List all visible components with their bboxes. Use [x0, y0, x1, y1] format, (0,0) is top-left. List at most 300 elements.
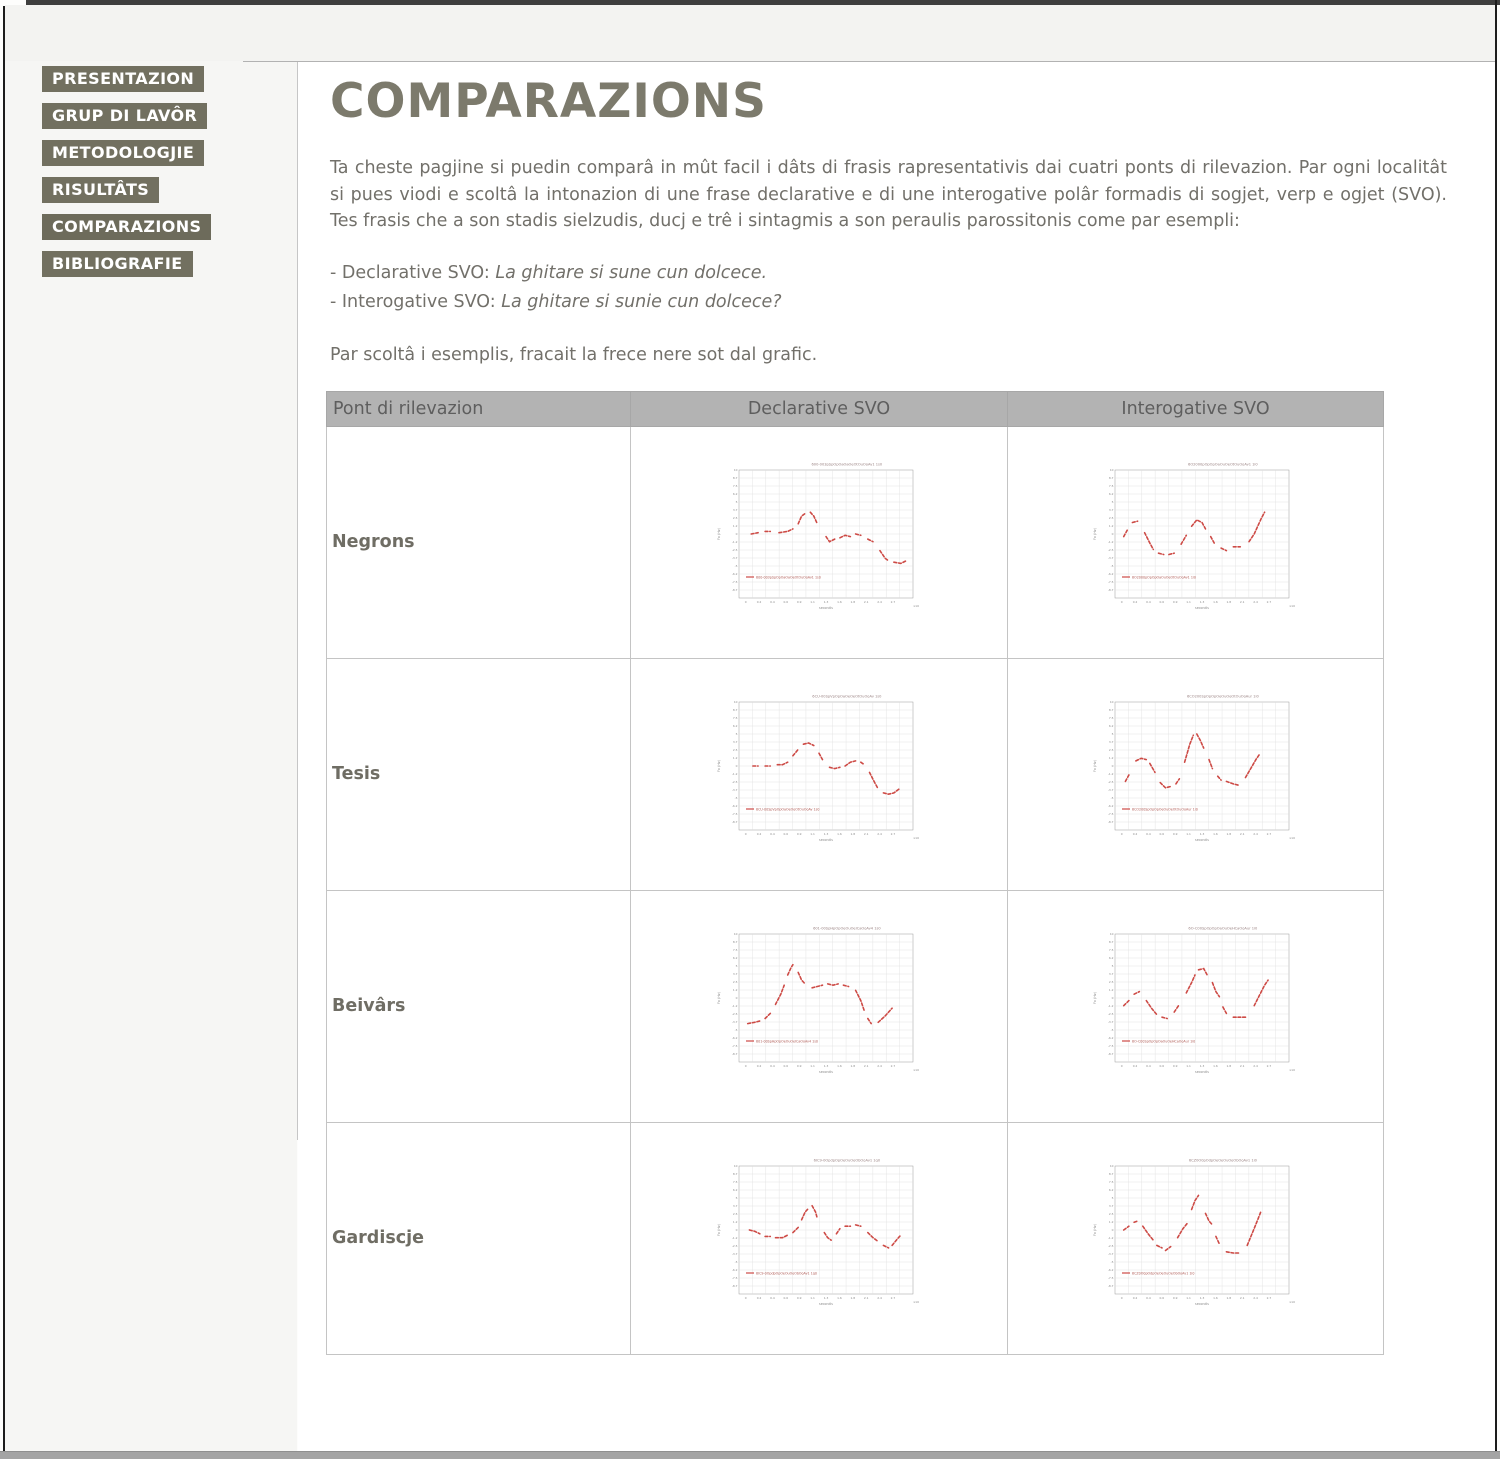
- svg-text:8.7: 8.7: [1108, 476, 1114, 481]
- svg-text:8.7: 8.7: [732, 1172, 737, 1177]
- pitch-chart-tesis-interrogative: [1088, 689, 1303, 859]
- svg-text:0.6: 0.6: [783, 1064, 788, 1069]
- chart-cell: [1008, 426, 1384, 658]
- svg-text:-2.5: -2.5: [1107, 548, 1114, 553]
- svg-text:10: 10: [733, 468, 737, 473]
- svg-text:8.7: 8.7: [732, 476, 737, 481]
- svg-text:3.7: 3.7: [1108, 1204, 1114, 1209]
- svg-text:0.9: 0.9: [1172, 1296, 1178, 1301]
- svg-text:-8.7: -8.7: [1107, 1052, 1114, 1057]
- svg-text:1.2: 1.2: [732, 1220, 737, 1225]
- svg-text:3.7: 3.7: [1108, 508, 1114, 513]
- svg-text:3.7: 3.7: [1108, 740, 1114, 745]
- svg-text:2.5: 2.5: [1108, 516, 1114, 521]
- svg-text:0.6: 0.6: [783, 600, 788, 605]
- svg-text:1.8: 1.8: [849, 1296, 855, 1301]
- svg-text:2.5: 2.5: [1108, 1212, 1114, 1217]
- svg-text:1.1: 1.1: [809, 832, 815, 837]
- example-interrogative-sentence: La ghitare si sunie cun dolcece?: [501, 291, 782, 312]
- svg-text:-1.2: -1.2: [731, 1236, 737, 1241]
- svg-text:0.4: 0.4: [1146, 1064, 1151, 1069]
- svg-text:6.2: 6.2: [732, 724, 737, 729]
- svg-text:x10: x10: [912, 836, 919, 841]
- svg-text:x10: x10: [912, 604, 919, 609]
- svg-text:1.1: 1.1: [1186, 1296, 1191, 1301]
- svg-text:1.6: 1.6: [836, 1064, 842, 1069]
- svg-text:x10: x10: [912, 1068, 919, 1073]
- svg-text:-5: -5: [1110, 796, 1114, 801]
- svg-text:7.5: 7.5: [1108, 948, 1114, 953]
- svg-text:8.7: 8.7: [1108, 1172, 1114, 1177]
- svg-text:-3.7: -3.7: [1107, 556, 1114, 561]
- svg-text:0.2: 0.2: [1132, 1064, 1138, 1069]
- svg-text:1.3: 1.3: [823, 1296, 828, 1301]
- svg-text:5: 5: [1111, 500, 1114, 505]
- svg-text:1.1: 1.1: [809, 1296, 815, 1301]
- svg-text:0.2: 0.2: [1132, 1296, 1138, 1301]
- svg-text:1.3: 1.3: [823, 832, 828, 837]
- svg-text:-1.2: -1.2: [1107, 772, 1114, 777]
- example-declarative-sentence: La ghitare si sune cun dolcece.: [495, 262, 768, 283]
- svg-text:0.9: 0.9: [796, 832, 802, 837]
- svg-text:5: 5: [1111, 732, 1114, 737]
- svg-text:-1.2: -1.2: [1107, 540, 1114, 545]
- svg-text:-6.2: -6.2: [1107, 804, 1114, 809]
- svg-text:1.2: 1.2: [1108, 756, 1114, 761]
- svg-text:2.7: 2.7: [1266, 832, 1272, 837]
- svg-text:2.7: 2.7: [1266, 600, 1272, 605]
- svg-text:0.2: 0.2: [756, 600, 761, 605]
- svg-text:-8.7: -8.7: [1107, 1284, 1114, 1289]
- svg-text:1.6: 1.6: [1213, 1296, 1218, 1301]
- svg-text:-7.5: -7.5: [731, 1044, 737, 1049]
- svg-text:0: 0: [1120, 832, 1123, 837]
- svg-text:6CZ0O0pOdpOeOeOuOeObOoAv1 1i0: 6CZ0O0pOdpOeOeOuOeObOoAv1 1i0: [1188, 1158, 1257, 1163]
- svg-text:2.4: 2.4: [876, 600, 882, 605]
- svg-text:2.5: 2.5: [1108, 748, 1114, 753]
- svg-text:-2.5: -2.5: [731, 780, 737, 785]
- svg-text:0: 0: [735, 532, 737, 537]
- chart-cell: [631, 890, 1008, 1122]
- content-panel: [298, 62, 1495, 1452]
- svg-text:-6.2: -6.2: [1107, 1268, 1114, 1273]
- svg-text:-7.5: -7.5: [731, 1276, 737, 1281]
- svg-text:-3.7: -3.7: [731, 1252, 737, 1257]
- svg-text:2.4: 2.4: [876, 1296, 882, 1301]
- svg-text:2.7: 2.7: [890, 1296, 895, 1301]
- svg-text:6IC9-0OpdpOpOeOuOeObOoAv1 1q0: 6IC9-0OpdpOpOeOuOeObOoAv1 1q0: [813, 1158, 880, 1163]
- svg-text:2.1: 2.1: [863, 1296, 868, 1301]
- svg-text:-5: -5: [1110, 1028, 1114, 1033]
- sidebar-item-risultats[interactable]: RISULTÂTS: [42, 177, 159, 203]
- svg-text:0.9: 0.9: [796, 1296, 802, 1301]
- svg-text:1.3: 1.3: [823, 1064, 828, 1069]
- svg-text:-7.5: -7.5: [1107, 1276, 1114, 1281]
- row-label-tesis: Tesis: [327, 658, 631, 890]
- svg-text:6.2: 6.2: [1108, 724, 1114, 729]
- svg-text:-5: -5: [1110, 564, 1114, 569]
- svg-text:Fo (Hz): Fo (Hz): [716, 1224, 721, 1237]
- svg-text:Fo (Hz): Fo (Hz): [1093, 992, 1097, 1005]
- svg-text:6.2: 6.2: [1108, 1188, 1114, 1193]
- svg-text:x10: x10: [1289, 836, 1295, 841]
- svg-text:-5: -5: [734, 564, 737, 569]
- svg-text:6.2: 6.2: [732, 1188, 737, 1193]
- svg-text:2.7: 2.7: [1266, 1296, 1272, 1301]
- svg-text:Fo (Hz): Fo (Hz): [1093, 1224, 1097, 1237]
- svg-text:1.2: 1.2: [1108, 1220, 1114, 1225]
- svg-text:1.3: 1.3: [1199, 1296, 1205, 1301]
- svg-text:0.6: 0.6: [1159, 600, 1165, 605]
- example-declarative-label: - Declarative SVO:: [330, 262, 496, 283]
- svg-text:-7.5: -7.5: [1107, 812, 1114, 817]
- svg-text:0: 0: [744, 1064, 747, 1069]
- svg-text:x10: x10: [1289, 604, 1295, 609]
- svg-text:2.4: 2.4: [1253, 832, 1258, 837]
- example-declarative: [330, 259, 1447, 288]
- svg-text:2.1: 2.1: [863, 600, 868, 605]
- svg-text:0.9: 0.9: [1172, 1064, 1178, 1069]
- header-interogative-svo: Interogative SVO: [1008, 391, 1384, 426]
- svg-text:1.1: 1.1: [1186, 600, 1191, 605]
- chart-cell: [631, 426, 1008, 658]
- svg-text:2.4: 2.4: [876, 1064, 882, 1069]
- svg-text:1.1: 1.1: [1186, 832, 1191, 837]
- svg-text:Fo (Hz): Fo (Hz): [1093, 528, 1097, 541]
- svg-text:x10: x10: [1289, 1068, 1295, 1073]
- sidebar-item-grup-di-lavor[interactable]: GRUP DI LAVÔR: [42, 103, 207, 129]
- svg-text:0: 0: [735, 996, 737, 1001]
- svg-text:2.4: 2.4: [1253, 1296, 1258, 1301]
- svg-text:-6.2: -6.2: [1107, 1036, 1114, 1041]
- pitch-chart-gardiscje-declarative: [712, 1153, 927, 1323]
- svg-text:2.1: 2.1: [1239, 1064, 1245, 1069]
- svg-text:secondis: secondis: [1195, 606, 1209, 611]
- svg-text:0: 0: [744, 1296, 747, 1301]
- chart-cell: [1008, 658, 1384, 890]
- svg-text:-5: -5: [734, 796, 737, 801]
- svg-text:5: 5: [1111, 964, 1114, 969]
- svg-text:0.2: 0.2: [1132, 832, 1138, 837]
- svg-text:-7.5: -7.5: [731, 580, 737, 585]
- example-sentences: [330, 259, 1447, 317]
- svg-text:0.2: 0.2: [756, 832, 761, 837]
- sidebar-item-metodologjie[interactable]: METODOLOGJIE: [42, 140, 204, 166]
- svg-text:7.5: 7.5: [732, 1180, 737, 1185]
- svg-text:10: 10: [1109, 468, 1114, 473]
- svg-text:-5: -5: [734, 1260, 737, 1265]
- svg-text:2.7: 2.7: [1266, 1064, 1272, 1069]
- svg-text:1.8: 1.8: [849, 832, 855, 837]
- svg-text:0.4: 0.4: [769, 600, 775, 605]
- svg-text:0: 0: [744, 600, 747, 605]
- svg-text:7.5: 7.5: [732, 948, 737, 953]
- svg-text:-1.2: -1.2: [1107, 1236, 1114, 1241]
- svg-text:3.7: 3.7: [1108, 972, 1114, 977]
- svg-text:1.3: 1.3: [1199, 600, 1205, 605]
- chart-cell: [1008, 1122, 1384, 1354]
- content-left-rule: [297, 62, 298, 1140]
- svg-text:7.5: 7.5: [1108, 716, 1114, 721]
- svg-text:2.1: 2.1: [1239, 600, 1245, 605]
- svg-text:secondis: secondis: [1195, 1070, 1209, 1075]
- svg-text:0.4: 0.4: [1146, 832, 1151, 837]
- svg-text:0: 0: [1111, 996, 1114, 1001]
- svg-text:1.1: 1.1: [809, 1064, 815, 1069]
- window-right-border: [1495, 0, 1497, 1452]
- svg-text:10: 10: [733, 1164, 737, 1169]
- row-label-beivars: Beivârs: [327, 890, 631, 1122]
- svg-text:0.2: 0.2: [756, 1296, 761, 1301]
- pitch-chart-beivars-interrogative: [1088, 921, 1303, 1091]
- svg-text:1.1: 1.1: [809, 600, 815, 605]
- svg-text:0.4: 0.4: [1146, 600, 1151, 605]
- svg-text:7.5: 7.5: [1108, 1180, 1114, 1185]
- svg-text:0.2: 0.2: [1132, 600, 1138, 605]
- svg-text:8.7: 8.7: [732, 940, 737, 945]
- svg-text:3.7: 3.7: [732, 740, 737, 745]
- svg-text:8.7: 8.7: [732, 708, 737, 713]
- svg-text:Fo (Hz): Fo (Hz): [716, 992, 721, 1005]
- svg-text:-2.5: -2.5: [731, 1012, 737, 1017]
- svg-text:6O2000pOpOpOaOuOeOtOuOoAv1 1i0: 6O2000pOpOpOaOuOeOtOuOoAv1 1i0: [1132, 575, 1196, 580]
- svg-text:-5: -5: [734, 1028, 737, 1033]
- svg-text:0.4: 0.4: [769, 832, 775, 837]
- svg-text:0.6: 0.6: [1159, 1296, 1165, 1301]
- table-row: [327, 890, 1384, 1122]
- chart-cell: [1008, 890, 1384, 1122]
- svg-text:x10: x10: [1289, 1300, 1295, 1305]
- svg-text:2.1: 2.1: [863, 1064, 868, 1069]
- listen-note: Par scoltâ i esemplis, fracait la frece nere sot dal grafic.: [330, 344, 818, 365]
- svg-text:5: 5: [735, 732, 737, 737]
- svg-text:2.5: 2.5: [732, 516, 737, 521]
- svg-text:601-00SpHpOpOeOuOeICaOoAv4 1s0: 601-00SpHpOpOeOuOeICaOoAv4 1s0: [812, 926, 881, 931]
- svg-text:1.6: 1.6: [836, 832, 842, 837]
- svg-text:10: 10: [733, 932, 737, 937]
- svg-text:-6.2: -6.2: [731, 1268, 737, 1273]
- svg-text:2.1: 2.1: [863, 832, 868, 837]
- table-row: [327, 658, 1384, 890]
- svg-text:1.6: 1.6: [836, 1296, 842, 1301]
- svg-text:7.5: 7.5: [1108, 484, 1114, 489]
- svg-text:1.8: 1.8: [1226, 1064, 1232, 1069]
- svg-text:-8.7: -8.7: [731, 1052, 737, 1057]
- svg-text:-8.7: -8.7: [1107, 820, 1114, 825]
- svg-text:6CU-00SpVpOpOaOeOeOtOuOoAv 1s0: 6CU-00SpVpOpOaOeOeOtOuOoAv 1s0: [755, 807, 819, 812]
- example-interrogative: [330, 288, 1447, 317]
- svg-text:10: 10: [1109, 700, 1114, 705]
- svg-text:7.5: 7.5: [732, 484, 737, 489]
- svg-text:2.1: 2.1: [1239, 1296, 1245, 1301]
- svg-text:-3.7: -3.7: [731, 788, 737, 793]
- header-pont-di-rilevazion: Pont di rilevazion: [327, 391, 631, 426]
- svg-text:-2.5: -2.5: [1107, 780, 1114, 785]
- svg-text:-8.7: -8.7: [731, 1284, 737, 1289]
- pitch-chart-negrons-interrogative: [1088, 457, 1303, 627]
- svg-text:5: 5: [735, 500, 737, 505]
- content-top-rule: [243, 61, 1495, 62]
- svg-text:-7.5: -7.5: [1107, 1044, 1114, 1049]
- svg-text:-1.2: -1.2: [731, 772, 737, 777]
- svg-text:8.7: 8.7: [1108, 708, 1114, 713]
- svg-text:1.8: 1.8: [1226, 1296, 1232, 1301]
- pitch-chart-negrons-declarative: [712, 457, 927, 627]
- svg-text:1.8: 1.8: [1226, 600, 1232, 605]
- svg-text:6.2: 6.2: [1108, 956, 1114, 961]
- svg-text:2.1: 2.1: [1239, 832, 1245, 837]
- svg-text:0.9: 0.9: [796, 1064, 802, 1069]
- sidebar-item-comparazions[interactable]: COMPARAZIONS: [42, 214, 211, 240]
- svg-text:1.2: 1.2: [732, 988, 737, 993]
- sidebar-item-bibliografie[interactable]: BIBLIOGRAFIE: [42, 251, 193, 277]
- svg-text:2.5: 2.5: [732, 748, 737, 753]
- svg-text:secondis: secondis: [818, 606, 833, 611]
- svg-text:1.6: 1.6: [1213, 832, 1218, 837]
- svg-text:1.3: 1.3: [1199, 1064, 1205, 1069]
- svg-text:10: 10: [1109, 932, 1114, 937]
- svg-text:7.5: 7.5: [732, 716, 737, 721]
- svg-text:-1.2: -1.2: [1107, 1004, 1114, 1009]
- svg-text:6CO200SpOpOpOeOuOeOtOuOoAur 1i: 6CO200SpOpOpOeOuOeOtOuOoAur 1i0: [1186, 694, 1259, 699]
- svg-text:1.3: 1.3: [823, 600, 828, 605]
- svg-text:1.2: 1.2: [732, 756, 737, 761]
- svg-text:-8.7: -8.7: [731, 820, 737, 825]
- svg-text:6.2: 6.2: [1108, 492, 1114, 497]
- svg-text:6CO200SpOpOpOeOuOeOtOuOoAur 1i: 6CO200SpOpOpOeOuOeOtOuOoAur 1i0: [1132, 807, 1198, 812]
- svg-text:2.4: 2.4: [876, 832, 882, 837]
- svg-text:-1.2: -1.2: [731, 540, 737, 545]
- svg-text:1.6: 1.6: [836, 600, 842, 605]
- svg-text:Fo (Hz): Fo (Hz): [1093, 760, 1097, 773]
- svg-text:0: 0: [1120, 1064, 1123, 1069]
- svg-text:6O-C00SpOpOpOaOuOeHCaOoAur 1i0: 6O-C00SpOpOpOaOuOeHCaOoAur 1i0: [1188, 926, 1258, 931]
- svg-text:-3.7: -3.7: [1107, 1252, 1114, 1257]
- svg-text:0: 0: [1120, 1296, 1123, 1301]
- svg-text:-6.2: -6.2: [1107, 572, 1114, 577]
- horizontal-scrollbar-track[interactable]: [0, 1451, 1500, 1459]
- svg-text:Fo (Hz): Fo (Hz): [716, 528, 721, 541]
- chart-cell: [631, 1122, 1008, 1354]
- svg-text:10: 10: [733, 700, 737, 705]
- svg-text:1.8: 1.8: [849, 1064, 855, 1069]
- svg-text:5: 5: [735, 964, 737, 969]
- svg-text:0: 0: [744, 832, 747, 837]
- svg-text:secondis: secondis: [818, 1302, 833, 1307]
- pitch-chart-beivars-declarative: [712, 921, 927, 1091]
- svg-text:-3.7: -3.7: [1107, 1020, 1114, 1025]
- svg-text:Fo (Hz): Fo (Hz): [716, 760, 721, 773]
- svg-text:6IC9-0OpdpOpOeOuOeObOoAv1 1q0: 6IC9-0OpdpOpOeOuOeObOoAv1 1q0: [755, 1271, 817, 1276]
- svg-text:6.2: 6.2: [732, 492, 737, 497]
- svg-text:2.5: 2.5: [732, 980, 737, 985]
- svg-text:-3.7: -3.7: [731, 1020, 737, 1025]
- svg-text:-3.7: -3.7: [1107, 788, 1114, 793]
- svg-text:0.4: 0.4: [769, 1064, 775, 1069]
- svg-text:-6.2: -6.2: [731, 804, 737, 809]
- svg-text:600-003pSpOpOaOaOeOtOuOoAv1 1s: 600-003pSpOpOaOaOeOtOuOoAv1 1s0: [755, 575, 821, 580]
- svg-text:secondis: secondis: [1195, 838, 1209, 843]
- svg-text:2.4: 2.4: [1253, 1064, 1258, 1069]
- svg-text:2.7: 2.7: [890, 1064, 895, 1069]
- svg-text:2.5: 2.5: [732, 1212, 737, 1217]
- svg-text:0.6: 0.6: [783, 1296, 788, 1301]
- table-header-row: [327, 391, 1384, 426]
- svg-text:2.7: 2.7: [890, 832, 895, 837]
- svg-text:2.7: 2.7: [890, 600, 895, 605]
- svg-text:0: 0: [1111, 532, 1114, 537]
- svg-text:-7.5: -7.5: [731, 812, 737, 817]
- svg-text:secondis: secondis: [818, 1070, 833, 1075]
- svg-text:-7.5: -7.5: [1107, 580, 1114, 585]
- svg-text:-2.5: -2.5: [731, 1244, 737, 1249]
- svg-text:3.7: 3.7: [732, 508, 737, 513]
- svg-text:2.4: 2.4: [1253, 600, 1258, 605]
- svg-text:1.6: 1.6: [1213, 600, 1218, 605]
- sidebar: [42, 66, 292, 288]
- header-declarative-svo: Declarative SVO: [631, 391, 1008, 426]
- svg-text:2.5: 2.5: [1108, 980, 1114, 985]
- svg-text:0: 0: [1111, 1228, 1114, 1233]
- svg-text:secondis: secondis: [818, 838, 833, 843]
- svg-text:6CU-00SpVpOpOaOeOeOtOuOoAv 1s0: 6CU-00SpVpOpOaOeOeOtOuOoAv 1s0: [811, 694, 881, 699]
- svg-text:secondis: secondis: [1195, 1302, 1209, 1307]
- svg-text:8.7: 8.7: [1108, 940, 1114, 945]
- svg-text:0.4: 0.4: [1146, 1296, 1151, 1301]
- svg-text:0.6: 0.6: [783, 832, 788, 837]
- comparison-table: [326, 391, 1384, 1355]
- svg-text:6CZ0O0pOdpOeOeOuOeObOoAv1 1i0: 6CZ0O0pOdpOeOeOuOeObOoAv1 1i0: [1132, 1271, 1195, 1276]
- window-left-border: [3, 6, 5, 1459]
- svg-text:-6.2: -6.2: [731, 572, 737, 577]
- svg-text:-6.2: -6.2: [731, 1036, 737, 1041]
- svg-text:-3.7: -3.7: [731, 556, 737, 561]
- svg-text:1.3: 1.3: [1199, 832, 1205, 837]
- svg-text:0.9: 0.9: [796, 600, 802, 605]
- row-label-gardiscje: Gardiscje: [327, 1122, 631, 1354]
- svg-text:-2.5: -2.5: [1107, 1012, 1114, 1017]
- svg-text:600-003pSpOpOaOaOeOtOuOoAv1 1s: 600-003pSpOpOaOaOeOtOuOoAv1 1s0: [811, 462, 882, 467]
- svg-text:0: 0: [1120, 600, 1123, 605]
- svg-text:1.8: 1.8: [1226, 832, 1232, 837]
- row-label-negrons: Negrons: [327, 426, 631, 658]
- svg-text:-8.7: -8.7: [731, 588, 737, 593]
- svg-text:1.1: 1.1: [1186, 1064, 1191, 1069]
- svg-text:1.8: 1.8: [849, 600, 855, 605]
- svg-text:-2.5: -2.5: [1107, 1244, 1114, 1249]
- svg-text:0.6: 0.6: [1159, 832, 1165, 837]
- chart-cell: [631, 658, 1008, 890]
- svg-text:0: 0: [735, 764, 737, 769]
- page-title: COMPARAZIONS: [330, 74, 767, 129]
- svg-text:-5: -5: [1110, 1260, 1114, 1265]
- svg-text:6O2000pOpOpOaOuOeOtOuOoAv1 1i0: 6O2000pOpOpOaOuOeOtOuOoAv1 1i0: [1188, 462, 1258, 467]
- example-interrogative-label: - Interogative SVO:: [330, 291, 502, 312]
- svg-text:3.7: 3.7: [732, 1204, 737, 1209]
- pitch-chart-gardiscje-interrogative: [1088, 1153, 1303, 1323]
- svg-text:1.2: 1.2: [1108, 988, 1114, 993]
- svg-text:0: 0: [1111, 764, 1114, 769]
- svg-text:3.7: 3.7: [732, 972, 737, 977]
- table-row: [327, 426, 1384, 658]
- svg-text:0.6: 0.6: [1159, 1064, 1165, 1069]
- svg-text:-8.7: -8.7: [1107, 588, 1114, 593]
- svg-text:0.9: 0.9: [1172, 600, 1178, 605]
- svg-text:0.2: 0.2: [756, 1064, 761, 1069]
- svg-text:-2.5: -2.5: [731, 548, 737, 553]
- sidebar-item-presentazion[interactable]: PRESENTAZION: [42, 66, 204, 92]
- svg-text:1.6: 1.6: [1213, 1064, 1218, 1069]
